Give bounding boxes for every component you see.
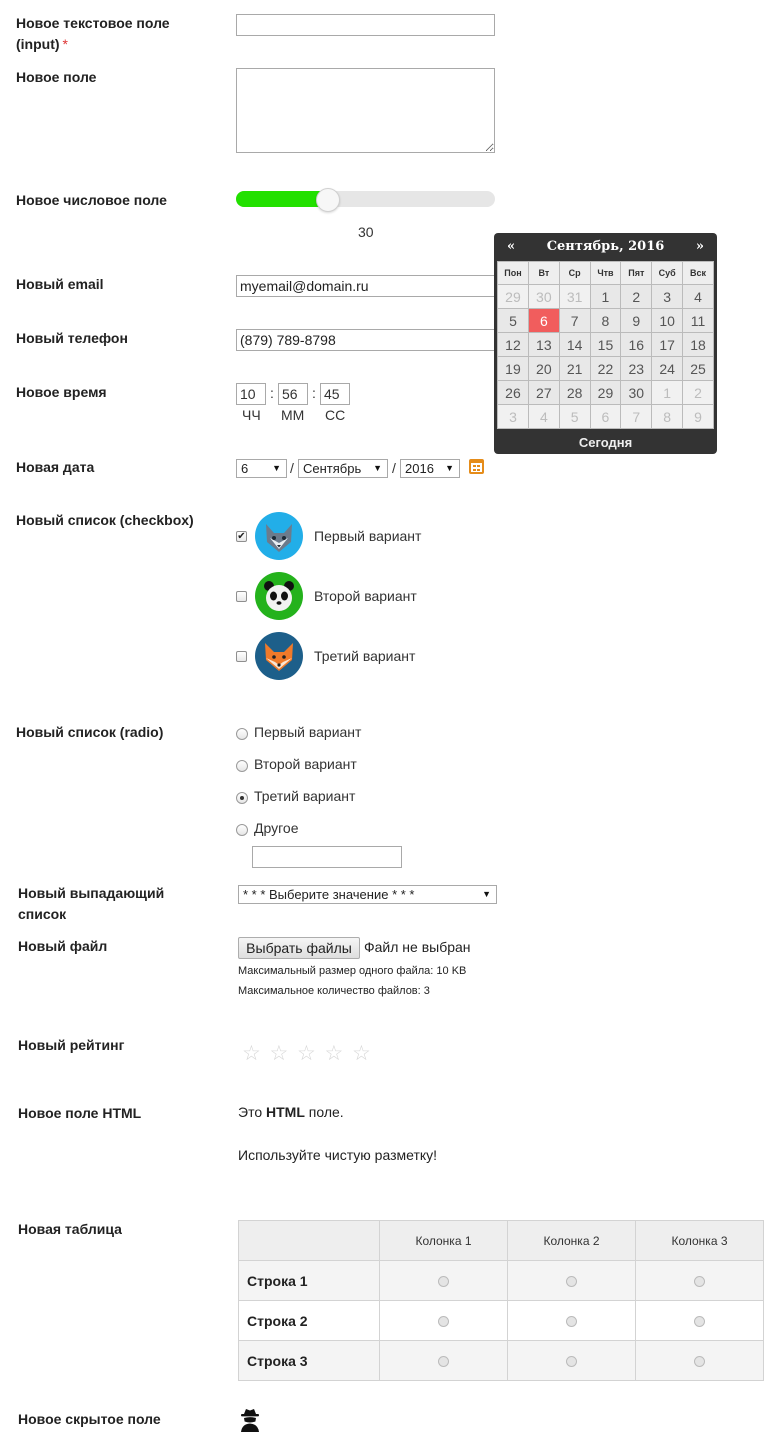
calendar-week [498, 381, 714, 405]
rating-star-icon[interactable]: ☆ [242, 1042, 261, 1065]
text-input-label-line1: Новое текстовое поле [16, 15, 170, 31]
calendar-day[interactable]: 2 [683, 381, 714, 405]
phone-field[interactable] [236, 329, 495, 351]
datepicker-header [494, 233, 717, 261]
month-select[interactable] [298, 459, 388, 478]
time-label: Новое время [16, 384, 107, 400]
matrix-table [238, 1220, 764, 1381]
table-cell [380, 1301, 508, 1341]
calendar-day[interactable]: 27 [528, 381, 559, 405]
table-row [239, 1301, 764, 1341]
seconds-input[interactable]: 45 [320, 383, 350, 405]
table-radio[interactable] [566, 1316, 577, 1327]
table-label: Новая таблица [18, 1221, 122, 1237]
table-row [239, 1341, 764, 1381]
slider-fill [236, 191, 327, 207]
calendar-day[interactable]: 16 [621, 333, 652, 357]
calendar-day[interactable]: 31 [559, 285, 590, 309]
table-cell [508, 1341, 636, 1381]
file-count-note: Максимальное количество файлов: 3 [238, 985, 430, 997]
calendar-day[interactable]: 13 [528, 333, 559, 357]
calendar-day[interactable]: 17 [652, 333, 683, 357]
radio-option-1[interactable] [236, 728, 248, 740]
calendar-icon[interactable] [469, 459, 484, 474]
calendar-week [498, 285, 714, 309]
html-text: Это [238, 1104, 266, 1120]
calendar-day[interactable]: 18 [683, 333, 714, 357]
file-label: Новый файл [18, 938, 108, 954]
file-size-note: Максимальный размер одного файла: 10 KB [238, 965, 467, 977]
html-bold-text: HTML [266, 1104, 305, 1120]
table-radio[interactable] [438, 1316, 449, 1327]
html-field-line2: Используйте чистую разметку! [238, 1147, 438, 1163]
checkbox-option-label[interactable]: Третий вариант [314, 648, 416, 664]
radio-option-label[interactable]: Третий вариант [254, 788, 356, 804]
minutes-input[interactable]: 56 [278, 383, 308, 405]
datepicker-grid [497, 261, 714, 429]
calendar-day[interactable]: 4 [683, 285, 714, 309]
number-slider[interactable] [236, 191, 495, 207]
table-cell [636, 1261, 764, 1301]
calendar-day[interactable]: 29 [498, 285, 529, 309]
calendar-day[interactable]: 5 [559, 405, 590, 429]
table-radio[interactable] [566, 1356, 577, 1367]
hours-input[interactable]: 10 [236, 383, 266, 405]
rating-star-icon[interactable]: ☆ [352, 1042, 371, 1065]
calendar-day[interactable]: 3 [652, 285, 683, 309]
calendar-day[interactable]: 22 [590, 357, 621, 381]
table-cell [508, 1261, 636, 1301]
table-radio[interactable] [438, 1276, 449, 1287]
rating-star-icon[interactable]: ☆ [269, 1042, 289, 1065]
required-mark: * [62, 36, 68, 52]
calendar-day[interactable]: 29 [590, 381, 621, 405]
checkbox-option-label[interactable]: Второй вариант [314, 588, 417, 604]
file-status: Файл не выбран [364, 939, 471, 955]
calendar-day[interactable]: 4 [528, 405, 559, 429]
text-input-label-line2: (input) [16, 36, 60, 52]
calendar-day[interactable]: 20 [528, 357, 559, 381]
textarea-label: Новое поле [16, 69, 97, 85]
weekday-header: Пят [621, 262, 652, 285]
checkbox-label: Новый список (checkbox) [16, 512, 194, 528]
number-label: Новое числовое поле [16, 192, 167, 208]
calendar-day[interactable]: 26 [498, 381, 529, 405]
calendar-day[interactable]: 23 [621, 357, 652, 381]
slider-value: 30 [358, 224, 374, 240]
rating-star-icon[interactable]: ☆ [297, 1042, 316, 1065]
datepicker-title: Сентябрь, 2016 [546, 239, 665, 254]
calendar-day[interactable]: 21 [559, 357, 590, 381]
radio-other-input[interactable] [252, 846, 402, 868]
datepicker-today-button[interactable]: Сегодня [578, 435, 633, 450]
calendar-day-selected[interactable]: 6 [528, 309, 559, 333]
minutes-caption: ММ [281, 407, 305, 423]
calendar-day[interactable]: 30 [621, 381, 652, 405]
calendar-week [498, 333, 714, 357]
calendar-day[interactable]: 2 [621, 285, 652, 309]
calendar-day[interactable]: 12 [498, 333, 529, 357]
calendar-day[interactable]: 8 [652, 405, 683, 429]
calendar-day[interactable]: 25 [683, 357, 714, 381]
table-row-header: Строка 1 [239, 1261, 380, 1301]
table-radio[interactable] [694, 1276, 705, 1287]
email-field[interactable] [236, 275, 495, 297]
calendar-day[interactable]: 30 [528, 285, 559, 309]
radio-option-4[interactable] [236, 824, 248, 836]
table-row-header: Строка 3 [239, 1341, 380, 1381]
radio-label: Новый список (radio) [16, 724, 164, 740]
choose-files-button[interactable]: Выбрать файлы [238, 937, 360, 959]
table-radio[interactable] [566, 1276, 577, 1287]
time-separator: : [270, 385, 274, 401]
chevron-down-icon: ▼ [445, 463, 454, 473]
date-separator: / [392, 460, 396, 476]
dropdown-select[interactable] [238, 885, 497, 904]
hidden-field-label: Новое скрытое поле [18, 1411, 161, 1427]
chevron-down-icon: ▼ [272, 463, 281, 473]
chevron-down-icon: ▼ [482, 889, 491, 899]
datepicker-prev-button[interactable]: « [507, 239, 516, 254]
calendar-day[interactable]: 1 [590, 285, 621, 309]
html-field-label: Новое поле HTML [18, 1105, 142, 1121]
weekday-header: Вт [528, 262, 559, 285]
seconds-caption: СС [325, 407, 346, 423]
calendar-week [498, 357, 714, 381]
checkbox-option-label[interactable]: Первый вариант [314, 528, 422, 544]
weekday-header: Пон [498, 262, 529, 285]
weekday-header: Ср [559, 262, 590, 285]
checkbox-option-1[interactable]: ✔ [237, 531, 246, 542]
calendar-day[interactable]: 8 [590, 309, 621, 333]
textarea-field[interactable] [236, 68, 495, 153]
table-radio[interactable] [438, 1356, 449, 1367]
table-cell [380, 1261, 508, 1301]
table-cell [636, 1301, 764, 1341]
text-input-field[interactable] [236, 14, 495, 36]
calendar-day[interactable]: 19 [498, 357, 529, 381]
calendar-day[interactable]: 7 [621, 405, 652, 429]
radio-option-label[interactable]: Второй вариант [254, 756, 357, 772]
dropdown-label-line2: список [18, 906, 67, 922]
hours-caption: ЧЧ [242, 407, 261, 423]
day-select-value: 6 [241, 461, 249, 476]
rating-label: Новый рейтинг [18, 1037, 125, 1053]
calendar-day[interactable]: 3 [498, 405, 529, 429]
year-select[interactable] [400, 459, 460, 478]
calendar-day[interactable]: 28 [559, 381, 590, 405]
html-field-line1 [238, 1104, 344, 1120]
table-row [239, 1261, 764, 1301]
time-separator: : [312, 385, 316, 401]
phone-label: Новый телефон [16, 330, 128, 346]
panda-icon [255, 572, 303, 620]
radio-option-label[interactable]: Другое [254, 820, 299, 836]
weekday-header: Вск [683, 262, 714, 285]
year-select-value: 2016 [405, 461, 434, 476]
calendar-day[interactable]: 7 [559, 309, 590, 333]
weekday-header: Суб [652, 262, 683, 285]
calendar-day[interactable]: 14 [559, 333, 590, 357]
table-radio[interactable] [694, 1356, 705, 1367]
weekday-header: Чтв [590, 262, 621, 285]
datepicker-popup [494, 233, 717, 454]
day-select[interactable] [236, 459, 287, 478]
month-select-value: Сентябрь [303, 461, 362, 476]
table-cell [508, 1301, 636, 1341]
checkbox-option-3[interactable] [236, 651, 247, 662]
email-label: Новый email [16, 276, 104, 292]
date-separator: / [290, 460, 294, 476]
table-radio[interactable] [694, 1316, 705, 1327]
calendar-day[interactable]: 9 [683, 405, 714, 429]
rating-star-icon[interactable]: ☆ [324, 1042, 344, 1065]
dropdown-label-line1: Новый выпадающий [18, 885, 165, 901]
calendar-day[interactable]: 11 [683, 309, 714, 333]
datepicker-next-button[interactable]: » [695, 239, 704, 254]
radio-option-3[interactable] [236, 792, 248, 804]
calendar-day[interactable]: 24 [652, 357, 683, 381]
calendar-day[interactable]: 9 [621, 309, 652, 333]
slider-thumb[interactable] [316, 188, 340, 212]
calendar-day[interactable]: 15 [590, 333, 621, 357]
table-cell [636, 1341, 764, 1381]
table-column-header: Колонка 3 [636, 1221, 764, 1261]
table-cell [380, 1341, 508, 1381]
calendar-day[interactable]: 1 [652, 381, 683, 405]
calendar-week [498, 309, 714, 333]
calendar-day[interactable]: 10 [652, 309, 683, 333]
fox-icon [255, 632, 303, 680]
html-text: поле. [304, 1104, 344, 1120]
spy-icon [239, 1408, 261, 1432]
calendar-day[interactable]: 5 [498, 309, 529, 333]
calendar-day[interactable]: 6 [590, 405, 621, 429]
table-row-header: Строка 2 [239, 1301, 380, 1341]
dropdown-label [18, 883, 164, 925]
calendar-week [498, 405, 714, 429]
table-corner [239, 1221, 380, 1261]
table-column-header: Колонка 2 [508, 1221, 636, 1261]
table-column-header: Колонка 1 [380, 1221, 508, 1261]
date-label: Новая дата [16, 459, 95, 475]
text-input-label [16, 13, 170, 55]
radio-option-label[interactable]: Первый вариант [254, 724, 362, 740]
radio-option-2[interactable] [236, 760, 248, 772]
dropdown-select-value: * * * Выберите значение * * * [243, 887, 415, 902]
chevron-down-icon: ▼ [373, 463, 382, 473]
checkbox-option-2[interactable] [236, 591, 247, 602]
wolf-icon [255, 512, 303, 560]
